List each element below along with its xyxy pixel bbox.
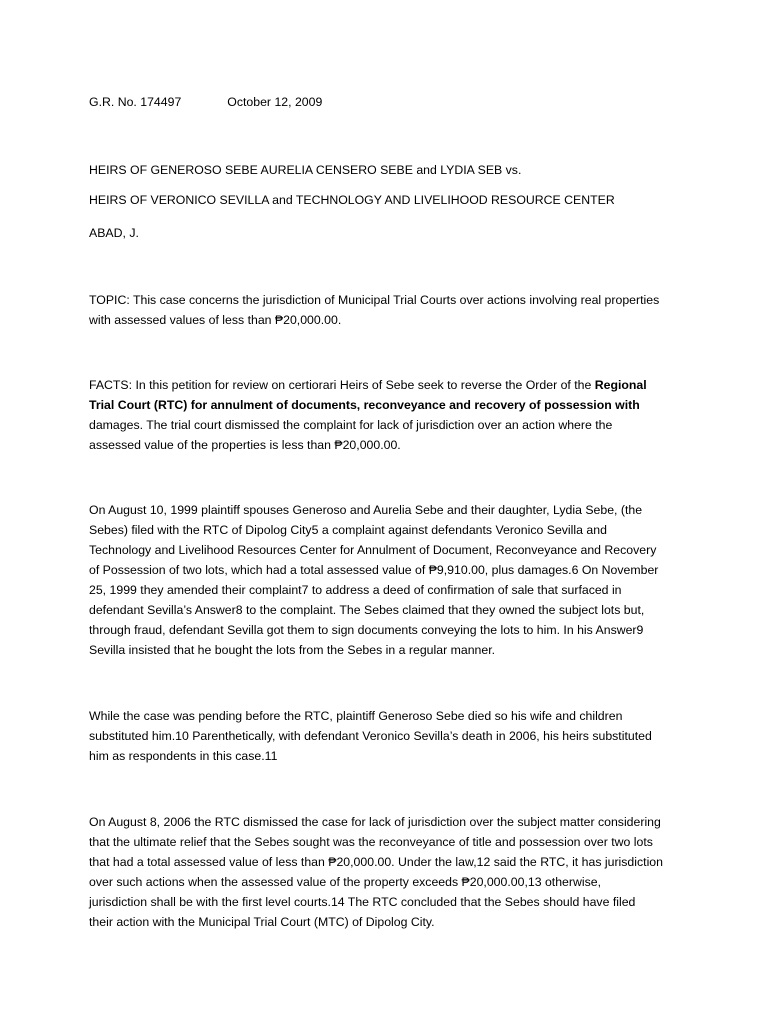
paragraph-line: over such actions when the assessed value of the property exceeds ₱20,000.00,13 otherwise, [89,875,602,889]
paragraph-line: of Possession of two lots, which had a total assessed value of ₱9,910.00, plus damages.6 On November [89,563,659,577]
paragraph-line: jurisdiction shall be with the first level courts.14 The RTC concluded that the Sebes should have filed [89,895,636,909]
petitioners-line: HEIRS OF GENEROSO SEBE AURELIA CENSERO SEBE and LYDIA SEB vs. [89,163,522,177]
decision-date: October 12, 2009 [227,95,323,109]
paragraph-line: While the case was pending before the RTC, plaintiff Generoso Sebe died so his wife and children [89,709,623,723]
topic-line: TOPIC: This case concerns the jurisdiction of Municipal Trial Courts over actions involving real properties [89,293,660,307]
paragraph-line: that had a total assessed value of less than ₱20,000.00. Under the law,12 said the RTC, it has jurisdiction [89,855,663,869]
paragraph-line: Sevilla insisted that he bought the lots from the Sebes in a regular manner. [89,643,496,657]
facts-bold-text: Regional [594,378,647,392]
facts-line: damages. The trial court dismissed the complaint for lack of jurisdiction over an action where the [89,418,613,432]
paragraph-line: substituted him.10 Parenthetically, with defendant Veronico Sevilla’s death in 2006, his heirs substituted [89,729,652,743]
paragraph-line: Sebes) filed with the RTC of Dipolog City5 a complaint against defendants Veronico Sevilla and [89,523,607,537]
case-header [89,92,322,112]
body-paragraph-3 [89,812,689,932]
topic-line: with assessed values of less than ₱20,000.00. [89,313,342,327]
facts-line [89,375,689,395]
paragraph-line: 25, 1999 they amended their complaint7 to address a deed of confirmation of sale that surfaced in [89,583,622,597]
ponente: ABAD, J. [89,226,139,240]
gr-number: G.R. No. 174497 [89,95,182,109]
respondents-line: HEIRS OF VERONICO SEVILLA and TECHNOLOGY AND LIVELIHOOD RESOURCE CENTER [89,193,615,207]
paragraph-line: through fraud, defendant Sevilla got them to sign documents conveying the lots to him. In his Answer9 [89,623,644,637]
paragraph-line: that the ultimate relief that the Sebes sought was the reconveyance of title and possession over two lots [89,835,653,849]
paragraph-line: On August 8, 2006 the RTC dismissed the case for lack of jurisdiction over the subject matter considering [89,815,661,829]
facts-line: assessed value of the properties is less than ₱20,000.00. [89,438,401,452]
paragraph-line: defendant Sevilla’s Answer8 to the complaint. The Sebes claimed that they owned the subject lots but, [89,603,645,617]
body-paragraph-2 [89,706,689,766]
paragraph-line: Technology and Livelihood Resources Center for Annulment of Document, Reconveyance and Recovery [89,543,657,557]
facts-line: Trial Court (RTC) for annulment of documents, reconveyance and recovery of possession with [89,398,640,412]
paragraph-line: their action with the Municipal Trial Court (MTC) of Dipolog City. [89,915,435,929]
facts-label-text: FACTS: In this petition for review on certiorari Heirs of Sebe seek to reverse the Order of the [89,378,595,392]
topic-paragraph [89,290,689,330]
paragraph-line: On August 10, 1999 plaintiff spouses Generoso and Aurelia Sebe and their daughter, Lydia Sebe, (the [89,503,643,517]
facts-paragraph [89,375,689,455]
paragraph-line: him as respondents in this case.11 [89,749,278,763]
body-paragraph-1 [89,500,689,660]
